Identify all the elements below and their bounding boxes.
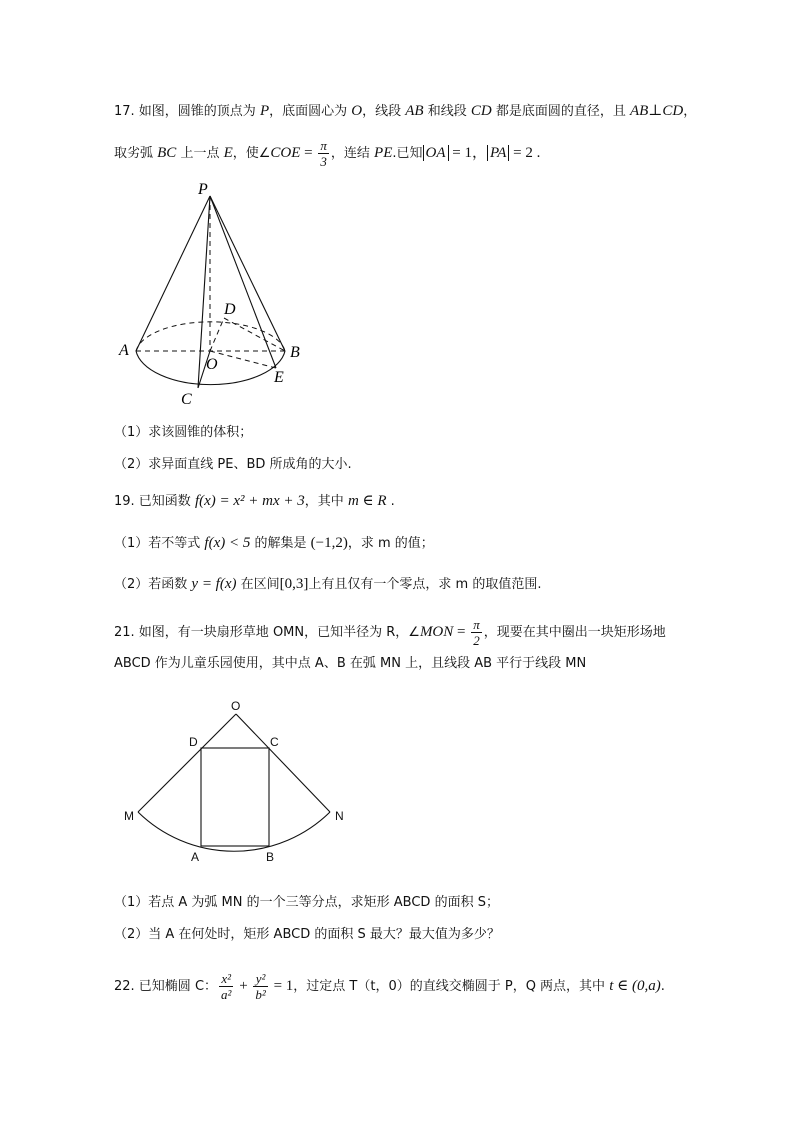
label-n: N (335, 809, 344, 823)
label-b: B (290, 344, 300, 361)
pi-over-2-fraction: $\frac{\pi}{2}$ (473, 617, 480, 648)
q21-sub2: （2）当 A 在何处时，矩形 ABCD 的面积 S 最大？最大值为多少？ (114, 927, 500, 942)
label-o: O (231, 699, 241, 713)
label-p: P (198, 181, 208, 198)
label-a: A (119, 342, 129, 359)
q17-sub1: （1）求该圆锥的体积； (114, 425, 253, 440)
radius-om (138, 714, 236, 812)
q21-line1: 21. 如图，有一块扇形草地 OMN，已知半径为 R，∠MON = $\frac{\pi}{2}$ ，现要在其中圈出一块矩形场地 (114, 617, 666, 648)
label-d: D (224, 301, 236, 318)
label-m: M (124, 809, 134, 823)
q19-sub2: （2）若函数 y = f(x) 在区间[0,3]上有且仅有一个零点，求 m 的取值范围. (114, 576, 542, 592)
radius-on (236, 714, 330, 812)
arc-mn (138, 812, 330, 851)
label-e: E (274, 369, 284, 386)
label-c: C (270, 735, 279, 749)
label-b: B (266, 850, 275, 864)
label-o: O (206, 356, 218, 373)
label-a: A (191, 850, 200, 864)
q19-sub1: （1）若不等式 f(x) < 5 的解集是 (−1,2)，求 m 的值； (114, 535, 434, 551)
q21-sub1: （1）若点 A 为弧 MN 的一个三等分点，求矩形 ABCD 的面积 S； (114, 895, 499, 910)
q19-line1: 19. 已知函数 f(x) = x² + mx + 3，其中 m ∈ R . (114, 493, 395, 509)
pi-over-3-fraction: $\frac{\pi}{3}$ (320, 138, 327, 169)
label-c: C (181, 391, 192, 408)
q17-sub2: （2）求异面直线 PE、BD 所成角的大小. (114, 457, 352, 472)
y2-over-b2-fraction: $\frac{\text{y²}}{\text{b²}}$ (255, 971, 266, 1002)
q17-line1: 17. 如图，圆锥的顶点为 P，底面圆心为 O，线段 AB 和线段 CD 都是底面圆的直径，且 AB⊥CD， (114, 103, 697, 119)
q21-line2: ABCD 作为儿童乐园使用，其中点 A、B 在弧 MN 上，且线段 AB 平行于线段 MN (114, 656, 587, 671)
x2-over-a2-fraction: $\frac{\text{x²}}{\text{a²}}$ (221, 971, 232, 1002)
q22-line1: 22. 已知椭圆 C： $\frac{\text{x²}}{\text{a²}}$ + $\frac{\text{y²}}{\text{b²}}$ = 1，过定点 T（t，0）的直线交椭圆于 P，Q 两点，其中 t ∈ (0,a). (114, 971, 665, 1002)
label-d: D (189, 735, 198, 749)
rectangle-abcd (201, 748, 269, 846)
q17-line2: 取劣弧 BC 上一点 E，使∠COE = $\frac{\pi}{3}$ ，连结 PE.已知 OA = 1， PA = 2 . (114, 138, 541, 169)
